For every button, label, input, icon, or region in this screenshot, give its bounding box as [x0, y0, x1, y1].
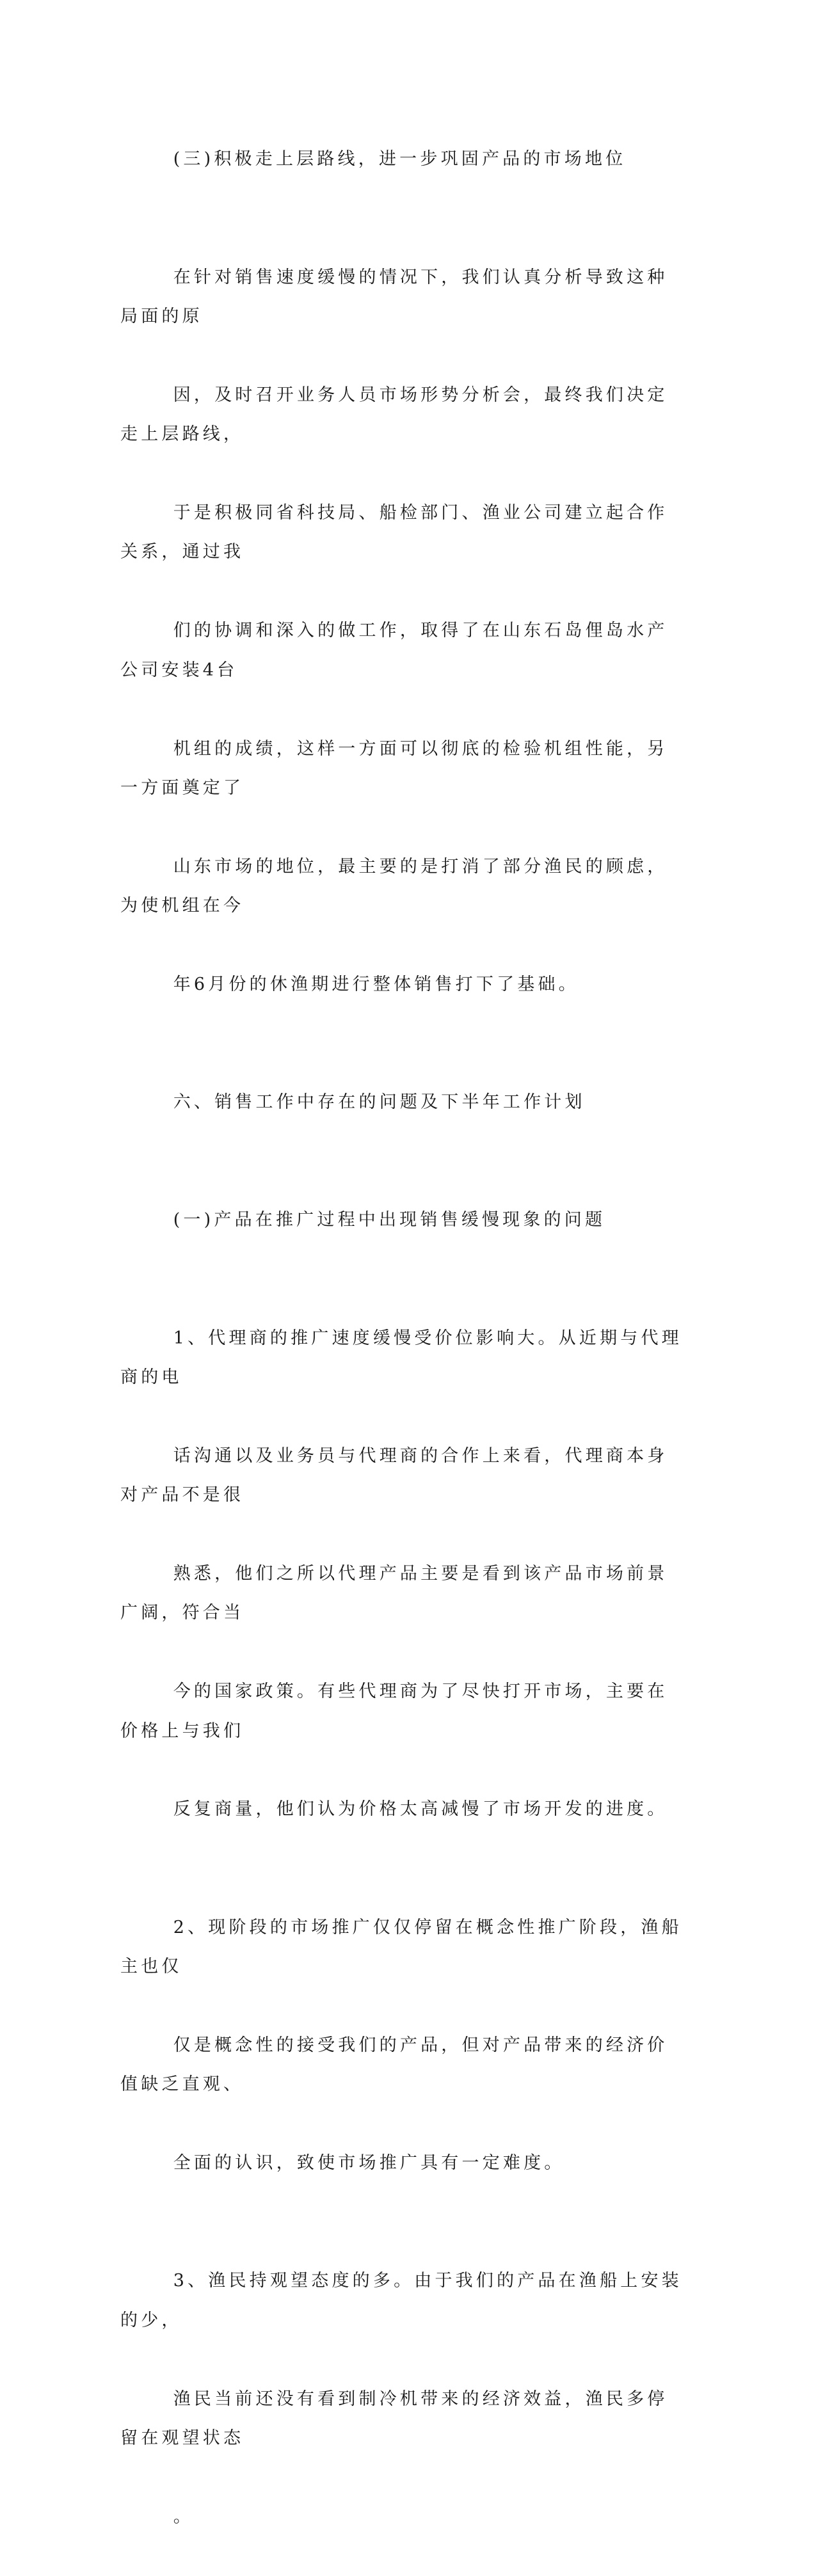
text-line: 话沟通以及业务员与代理商的合作上来看，代理商本身对产品不是很 — [120, 1445, 668, 1506]
text-line: (三)积极走上层路线，进一步巩固产品的市场地位 — [173, 149, 627, 170]
document-body — [120, 100, 684, 2576]
text-line: 全面的认识，致使市场推广具有一定难度。 — [173, 2153, 565, 2174]
text-line: 2、现阶段的市场推广仅仅停留在概念性推广阶段，渔船主也仅 — [120, 1917, 682, 1977]
text-line: 六、销售工作中存在的问题及下半年工作计划 — [173, 1092, 586, 1113]
text-line: 机组的成绩，这样一方面可以彻底的检验机组性能，另一方面奠定了 — [120, 738, 668, 798]
subsection-heading-1 — [120, 1161, 684, 1279]
text-line: 年6月份的休渔期进行整体销售打下了基础。 — [173, 974, 579, 994]
text-line: 3、渔民持观望态度的多。由于我们的产品在渔船上安装的少， — [120, 2271, 682, 2330]
text-line: 于是积极同省科技局、船检部门、渔业公司建立起合作关系，通过我 — [120, 503, 668, 562]
text-line: 。 — [173, 2506, 194, 2527]
text-line: (一)产品在推广过程中出现销售缓慢现象的问题 — [173, 1210, 606, 1230]
text-line: 1、代理商的推广速度缓慢受价位影响大。从近期与代理商的电 — [120, 1328, 682, 1387]
section-heading-6 — [120, 1044, 684, 1161]
text-line: 在针对销售速度缓慢的情况下，我们认真分析导致这种局面的原 — [120, 267, 668, 327]
paragraph-item-1 — [120, 1279, 684, 1868]
text-line: 们的协调和深入的做工作，取得了在山东石岛俚岛水产公司安装4台 — [120, 621, 668, 680]
paragraph — [120, 218, 684, 1044]
paragraph-item-2 — [120, 1868, 684, 2222]
text-line: 山东市场的地位，最主要的是打消了部分渔民的顾虑，为使机组在今 — [120, 856, 668, 916]
text-line: 今的国家政策。有些代理商为了尽快打开市场，主要在价格上与我们 — [120, 1682, 668, 1741]
text-line: 渔民当前还没有看到制冷机带来的经济效益，渔民多停留在观望状态 — [120, 2389, 668, 2448]
text-line: 熟悉，他们之所以代理产品主要是看到该产品市场前景广阔，符合当 — [120, 1564, 668, 1623]
section-heading-3 — [120, 100, 684, 218]
text-line: 仅是概念性的接受我们的产品，但对产品带来的经济价值缺乏直观、 — [120, 2035, 668, 2095]
text-line: 因，及时召开业务人员市场形势分析会，最终我们决定走上层路线， — [120, 385, 668, 445]
paragraph-item-3 — [120, 2222, 684, 2576]
text-line: 反复商量，他们认为价格太高减慢了市场开发的进度。 — [173, 1799, 668, 1820]
